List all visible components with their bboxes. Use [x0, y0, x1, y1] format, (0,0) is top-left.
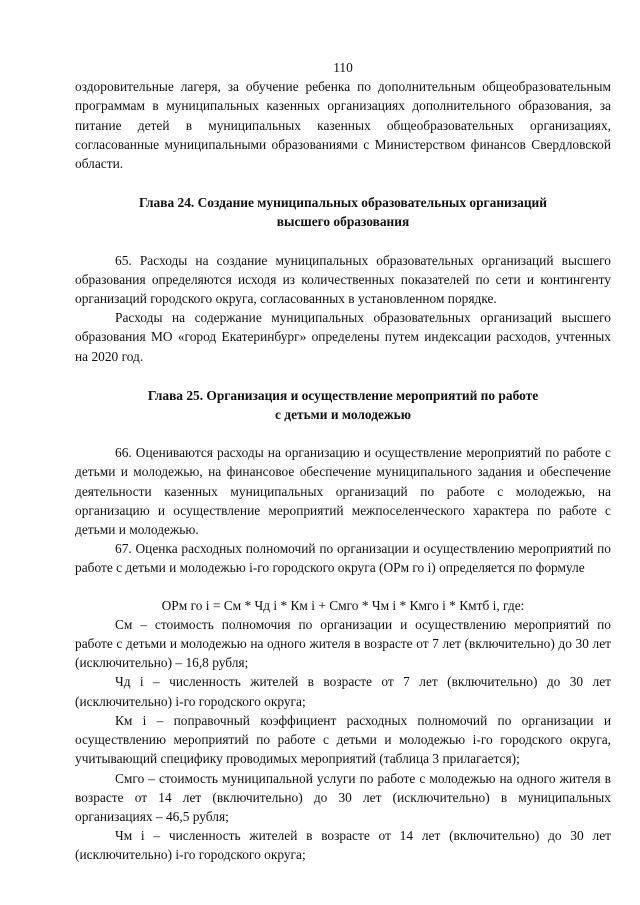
paragraph-maintenance: Расходы на содержание муниципальных образовательных организаций высшего образования МО «город Екатеринбург» определены путем индексации расходов, учтенных на 2020 год.	[75, 310, 611, 364]
chapter-25-title-line-2: с детьми и молодежью	[275, 407, 411, 423]
chapter-24-heading	[75, 193, 611, 231]
chapter-25-heading	[75, 386, 611, 424]
paragraph-66: 66. Оцениваются расходы на организацию и осуществление мероприятий по работе с детьми и молодежью, на финансовое обеспечение муниципального задания и обеспечение деятельности казенных муниципальных организаций по работе с молодежью, на организацию и осуществление мероприятий межпоселенческого характера по работе с детьми и молодежью.	[75, 445, 611, 538]
chapter-24-title-line-2: высшего образования	[276, 214, 410, 230]
definition-sm: См – стоимость полномочия по организации и осуществлению мероприятий по работе с детьми и молодежью на одного жителя в возрасте от 7 лет (включительно) до 30 лет (исключительно) – 16,8 рубля;	[75, 616, 611, 671]
definition-smgo: Смго – стоимость муниципальной услуги по работе с молодежью на одного жителя в возрасте от 14 лет (включительно) до 30 лет (исключительно) в муниципальных организациях – 46,5 рубля;	[75, 770, 611, 824]
intro-paragraph: оздоровительные лагеря, за обучение ребенка по дополнительным общеобразовательным программам в муниципальных казенных организациях дополнительного образования, за питание детей в муниципальных казенных общеобразовательных организациях, согласованные муниципальными образованиями с Министерством финансов Свердловской области.	[75, 79, 611, 172]
formula: ОРм го i = См * Чд i * Км i + Смго * Чм i * Кмго i * Кмтб i, где:	[161, 597, 525, 613]
paragraph-67: 67. Оценка расходных полномочий по организации и осуществлению мероприятий по работе с детьми и молодежью i-го городского округа (ОРм го i) определяется по формуле	[75, 541, 611, 576]
definition-chm: Чм i – численность жителей в возрасте от 14 лет (включительно) до 30 лет (исключительно) i-го городского округа;	[75, 828, 611, 863]
chapter-24-body	[75, 251, 611, 366]
chapter-24-title-line-1: Глава 24. Создание муниципальных образовательных организаций	[139, 195, 547, 211]
chapter-25-body	[75, 443, 611, 864]
document-page	[75, 58, 611, 865]
chapter-25-title-line-1: Глава 25. Организация и осуществление мероприятий по работе	[147, 387, 539, 403]
paragraph-65: 65. Расходы на создание муниципальных образовательных организаций высшего образования определяются исходя из количественных показателей по сети и контингенту организаций городского округа, согласованных в установленном порядке.	[75, 252, 611, 307]
definition-km: Км i – поправочный коэффициент расходных полномочий по организации и осуществлению мероприятий по работе с детьми и молодежью i-го городского округа, учитывающий специфику проводимых мероприятий (таблица 3 прилагается);	[75, 712, 611, 767]
definition-chd: Чд i – численность жителей в возрасте от 7 лет (включительно) до 30 лет (исключительно) i-го городского округа;	[75, 674, 611, 709]
page-number: 110	[333, 60, 353, 75]
